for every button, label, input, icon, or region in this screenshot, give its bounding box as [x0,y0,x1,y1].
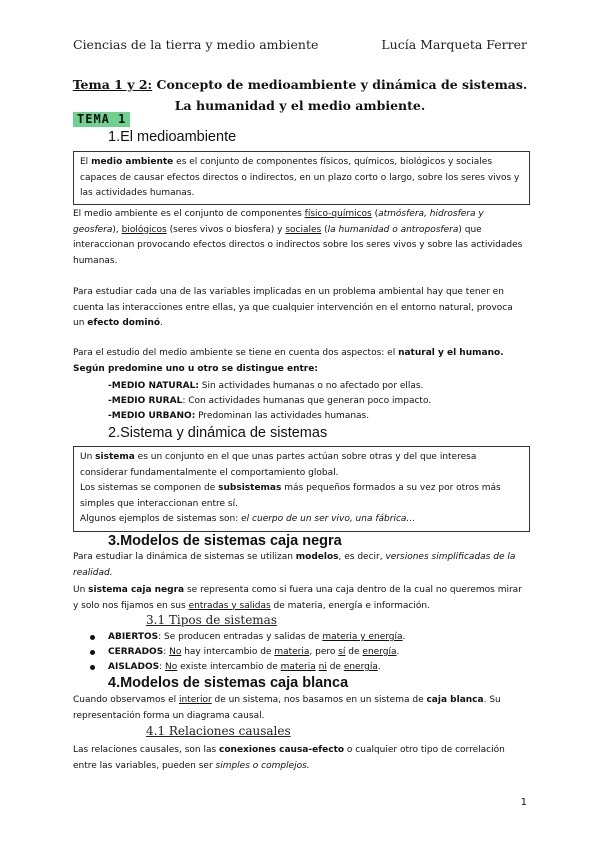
page-number: 1 [520,797,527,808]
section-2-heading: 2.Sistema y dinámica de sistemas [108,425,328,441]
paragraph-modelos: Para estudiar la dinámica de sistemas se utilizan modelos, es decir, versiones simplificadas de la realidad. [73,552,516,578]
definition-box: El medio ambiente es el conjunto de componentes físicos, químicos, biológicos y sociales capaces de causar efectos directos o indirectos, en un plazo corto o largo, sobre los seres vivos y las actividades humanas. [73,151,530,205]
document-title [70,74,530,116]
bullet-abiertos: ABIERTOS: Se producen entradas y salidas de materia y energía. [108,630,405,645]
tema-label: TEMA 1 [73,112,130,127]
medio-natural-item: -MEDIO NATURAL: Sin actividades humanas o no afectado por ellas. [108,381,424,391]
medio-urbano-item: -MEDIO URBANO: Predominan las actividades humanas. [108,411,370,421]
sistema-definition: Un sistema es un conjunto en el que unas partes actúan sobre otras y del que interesa considerar fundamentalmente el comportamiento global. [80,452,477,478]
subsection-4-1: 4.1 Relaciones causales [146,724,291,738]
title-text: Concepto de medioambiente y dinámica de sistemas. La humanidad y el medio ambiente. [152,77,528,113]
bullet-icon [90,665,95,670]
sistema-box [73,446,530,532]
bullet-cerrados: CERRADOS: No hay intercambio de materia, pero sí de energía. [108,645,399,660]
section-4-heading: 4.Modelos de sistemas caja blanca [108,675,349,691]
paragraph-aspectos: Para el estudio del medio ambiente se tiene en cuenta dos aspectos: el natural y el humano. Según predomine uno u otro se distingue entre: [73,348,504,374]
subsistemas-text: Los sistemas se componen de subsistemas más pequeños formados a su vez por otros más simples que interaccionan entre sí. [80,483,501,509]
title-prefix: Tema 1 y 2: [72,77,153,92]
header-author: Lucía Marqueta Ferrer [381,37,527,52]
paragraph-caja-negra: Un sistema caja negra se representa como si fuera una caja dentro de la cual no queremos mirar y solo nos fijamos en sus entradas y salidas de materia, energía e información. [73,585,522,611]
header-subject: Ciencias de la tierra y medio ambiente [73,37,319,52]
paragraph-medio-ambiente: El medio ambiente es el conjunto de componentes físico-químicos (atmósfera, hidrosfera y geosfera), biológicos (seres vivos o biosfera) y sociales (la humanidad o antroposfera) que interaccionan provocando efectos directos o indirectos sobre los seres vivos y sobre las actividades humanas. [73,209,523,266]
bullet-icon [90,650,95,655]
subsection-3-1: 3.1 Tipos de sistemas [146,613,277,627]
bullet-icon [90,635,95,640]
paragraph-relaciones: Las relaciones causales, son las conexiones causa-efecto o cualquier otro tipo de correlación entre las variables, pueden ser simples o complejos. [73,745,505,771]
section-3-heading: 3.Modelos de sistemas caja negra [108,533,342,549]
sistema-examples: Algunos ejemplos de sistemas son: el cuerpo de un ser vivo, una fábrica… [80,514,416,524]
paragraph-efecto-domino: Para estudiar cada una de las variables implicadas en un problema ambiental hay que tener en cuenta las interacciones entre ellas, ya que cualquier intervención en el entorno natural, provoca un efecto dominó. [73,287,513,328]
section-1-heading: 1.El medioambiente [108,129,237,145]
medio-rural-item: -MEDIO RURAL: Con actividades humanas que generan poco impacto. [108,396,432,406]
bullet-aislados: AISLADOS: No existe intercambio de materia ni de energía. [108,660,381,675]
paragraph-caja-blanca: Cuando observamos el interior de un sistema, nos basamos en un sistema de caja blanca. Su representación forma un diagrama causal. [73,695,501,721]
